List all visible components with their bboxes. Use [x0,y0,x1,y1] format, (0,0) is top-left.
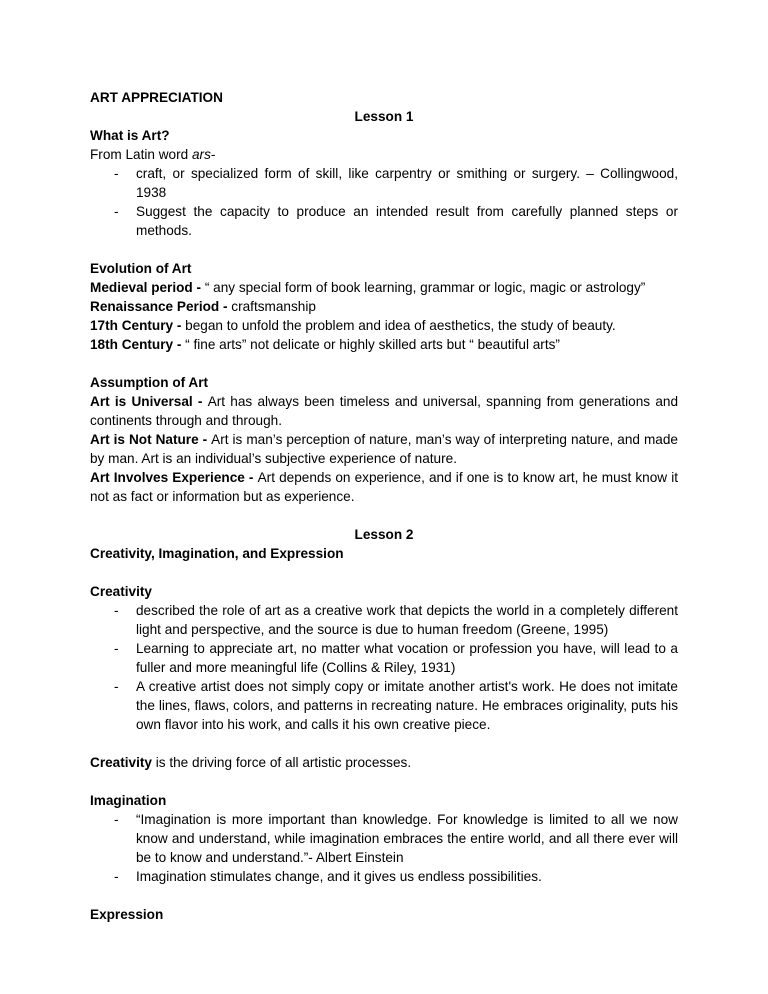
evolution-term: Medieval period - [90,280,205,295]
list-item [90,639,678,677]
lesson-2-label: Lesson 2 [354,527,414,542]
list-item-text: Imagination stimulates change, and it gives us endless possibilities. [136,869,542,884]
intro-term: ars [192,147,211,162]
assumption-item [90,392,678,430]
assumption-term: Art is Universal - [90,394,208,409]
assumption-text: Art has always been timeless and universal, spanning from generations and continents through and through. [90,394,679,428]
imagination-list [90,810,678,886]
assumption-item [90,430,678,468]
list-item-text: A creative artist does not simply copy or imitate another artist's work. He does not imitate the lines, flaws, colors, and patterns in recreating nature. He embraces originality, puts his own flavor into his work, and calls it his own creative piece. [136,679,678,732]
spacer [90,563,678,582]
bullet-marker: - [114,641,119,656]
list-item [90,202,678,240]
evolution-heading: Evolution of Art [90,261,192,276]
list-item [90,810,678,867]
document-title: ART APPRECIATION [90,90,223,105]
list-item-text: Suggest the capacity to produce an intended result from carefully planned steps or methods. [136,204,678,238]
spacer [90,506,678,525]
list-item [90,677,678,734]
lesson-2-title: Creativity, Imagination, and Expression [90,546,344,561]
creativity-list [90,601,678,734]
bullet-marker: - [114,166,119,181]
what-is-art-heading: What is Art? [90,128,170,143]
bullet-marker: - [114,869,119,884]
spacer [90,886,678,905]
spacer [90,734,678,753]
assumption-item [90,468,678,506]
creativity-heading: Creativity [90,584,152,599]
list-item [90,867,678,886]
bullet-marker: - [114,603,119,618]
creativity-summary-text: is the driving force of all artistic processes. [151,755,412,770]
intro-suffix: - [210,147,216,162]
evolution-item [90,316,678,335]
evolution-item [90,297,678,316]
what-is-art-intro [90,145,678,164]
list-item-text: described the role of art as a creative work that depicts the world in a completely different light and perspective, and the source is due to human freedom (Greene, 1995) [136,603,678,637]
evolution-text: “ fine arts” not delicate or highly skilled arts but “ beautiful arts” [185,337,560,352]
what-is-art-list [90,164,678,240]
bullet-marker: - [114,204,119,219]
bullet-marker: - [114,812,119,827]
assumption-term: Art Involves Experience - [90,470,258,485]
list-item-text: craft, or specialized form of skill, like carpentry or smithing or surgery. – Collingwood, 1938 [136,166,678,200]
list-item-text: “Imagination is more important than knowledge. For knowledge is limited to all we now know and understand, while imagination embraces the entire world, and all there ever will be to know and understand.”- Albert Einstein [136,812,678,865]
creativity-summary [90,753,678,772]
document-body [90,88,678,924]
evolution-text: began to unfold the problem and idea of aesthetics, the study of beauty. [185,318,616,333]
evolution-text: “ any special form of book learning, grammar or logic, magic or astrology” [204,280,646,295]
evolution-item [90,278,678,297]
list-item-text: Learning to appreciate art, no matter what vocation or profession you have, will lead to a fuller and more meaningful life (Collins & Riley, 1931) [136,641,678,675]
evolution-term: 18th Century - [90,337,186,352]
intro-prefix: From Latin word [90,147,192,162]
imagination-heading: Imagination [90,793,167,808]
assumption-heading: Assumption of Art [90,375,209,390]
assumption-text: Art is man’s perception of nature, man’s way of interpreting nature, and made by man. Art is an individual’s subjective experience of nature. [90,432,678,466]
creativity-summary-term: Creativity [90,755,152,770]
evolution-text: craftsmanship [231,299,316,314]
evolution-term: 17th Century - [90,318,186,333]
spacer [90,240,678,259]
list-item [90,164,678,202]
evolution-term: Renaissance Period - [90,299,232,314]
lesson-1-label: Lesson 1 [354,109,414,124]
assumption-text: Art depends on experience, and if one is to know art, he must know it not as fact or information but as experience. [90,470,678,504]
bullet-marker: - [114,679,119,694]
spacer [90,354,678,373]
list-item [90,601,678,639]
assumption-term: Art is Not Nature - [90,432,212,447]
expression-heading: Expression [90,907,164,922]
spacer [90,772,678,791]
evolution-item [90,335,678,354]
